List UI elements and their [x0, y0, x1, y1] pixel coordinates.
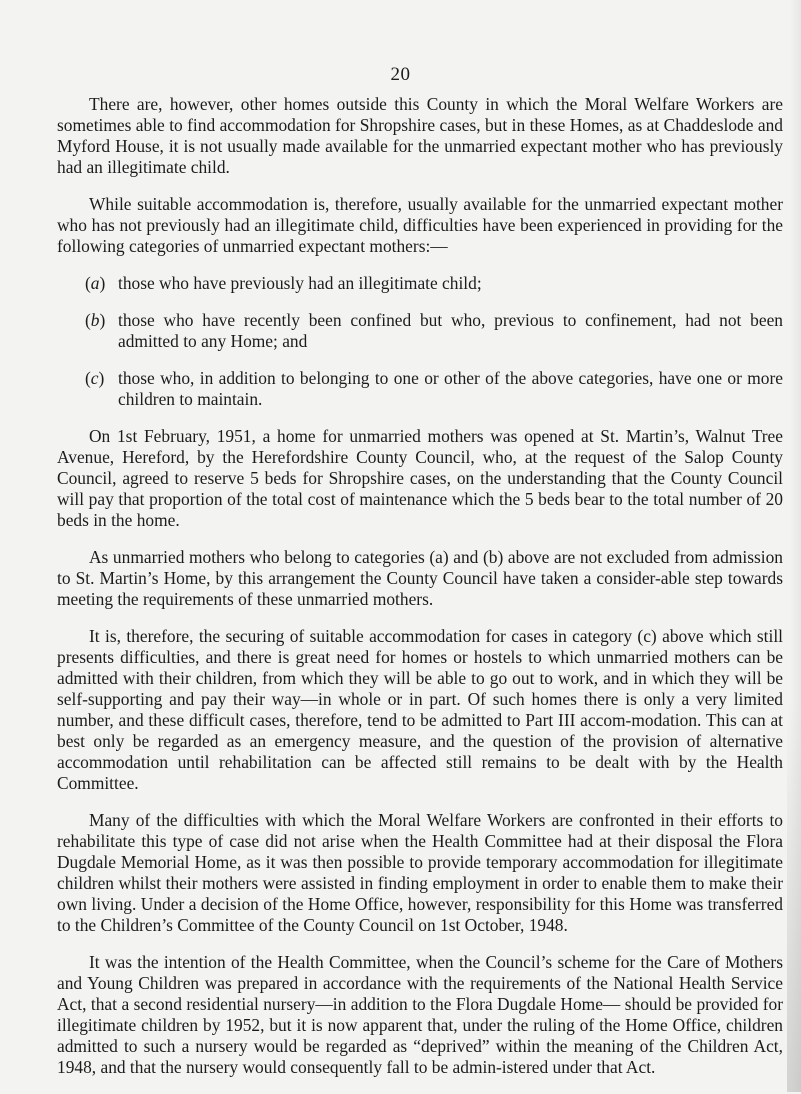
paragraph-st-martins: On 1st February, 1951, a home for unmarried mothers was opened at St. Martin’s, Walnut Tree Avenue, Hereford, by the Herefordshire County Council, who, at the request of the Salop County Council, agreed to reserve 5 beds for Shropshire cases, on the understanding that the County Council will pay that proportion of the total cost of maintenance which the 5 beds bear to the total number of 20 beds in the home.	[57, 426, 783, 530]
paragraph-health-committee: It was the intention of the Health Committee, when the Council’s scheme for the Care of Mothers and Young Children was prepared in accordance with the requirements of the National Health Service Act, that a second residential nursery—in addition to the Flora Dugdale Home— should be provided for illegitimate children by 1952, but it is now apparent that, under the ruling of the Home Office, children admitted to such a nursery would be regarded as “deprived” within the meaning of the Children Act, 1948, and that the nursery would consequently fall to be admin-istered under that Act.	[57, 952, 783, 1077]
list-marker-b: (b)	[85, 310, 106, 330]
body-text	[57, 94, 783, 1094]
list-item-b	[57, 310, 783, 352]
list-marker-a: (a)	[85, 273, 106, 293]
list-text-a: those who have previously had an illegitimate child;	[118, 273, 482, 293]
paragraph-categories-ab: As unmarried mothers who belong to categories (a) and (b) above are not excluded from admission to St. Martin’s Home, by this arrangement the County Council have taken a consider-able step towards meeting the requirements of these unmarried mothers.	[57, 547, 783, 609]
page-edge-stain	[787, 700, 801, 1092]
paragraph-other-homes: There are, however, other homes outside this County in which the Moral Welfare Workers are sometimes able to find accommodation for Shropshire cases, but in these Homes, as at Chaddeslode and Myford House, it is not usually made available for the unmarried expectant mother who has previously had an illegitimate child.	[57, 94, 783, 177]
list-marker-c: (c)	[85, 368, 105, 388]
paragraph-flora-dugdale: Many of the difficulties with which the Moral Welfare Workers are confronted in their efforts to rehabilitate this type of case did not arise when the Health Committee had at their disposal the Flora Dugdale Memorial Home, as it was then possible to provide temporary accommodation for illegitimate children whilst their mothers were assisted in finding employment in order to enable them to make their own living. Under a decision of the Home Office, however, responsibility for this Home was transferred to the Children’s Committee of the County Council on 1st October, 1948.	[57, 810, 783, 935]
page-number: 20	[390, 64, 411, 85]
list-text-c: those who, in addition to belonging to one or other of the above categories, have one or more children to maintain.	[118, 368, 783, 409]
list-item-a	[57, 273, 783, 294]
list-text-b: those who have recently been confined but who, previous to confinement, had not been admitted to any Home; and	[118, 310, 783, 351]
list-item-c	[57, 368, 783, 410]
paragraph-difficulties: While suitable accommodation is, therefore, usually available for the unmarried expectant mother who has not previously had an illegitimate child, difficulties have been experienced in providing for the following categories of unmarried expectant mothers:—	[57, 194, 783, 256]
paragraph-category-c: It is, therefore, the securing of suitable accommodation for cases in category (c) above which still presents difficulties, and there is great need for homes or hostels to which unmarried mothers can be admitted with their children, from which they will be able to go out to work, and in which they will be self-supporting and pay their way—in whole or in part. Of such homes there is only a very limited number, and these difficult cases, therefore, tend to be admitted to Part III accom-modation. This can at best only be regarded as an emergency measure, and the question of the provision of alternative accommodation until rehabilitation can be affected still remains to be dealt with by the Health Committee.	[57, 626, 783, 793]
